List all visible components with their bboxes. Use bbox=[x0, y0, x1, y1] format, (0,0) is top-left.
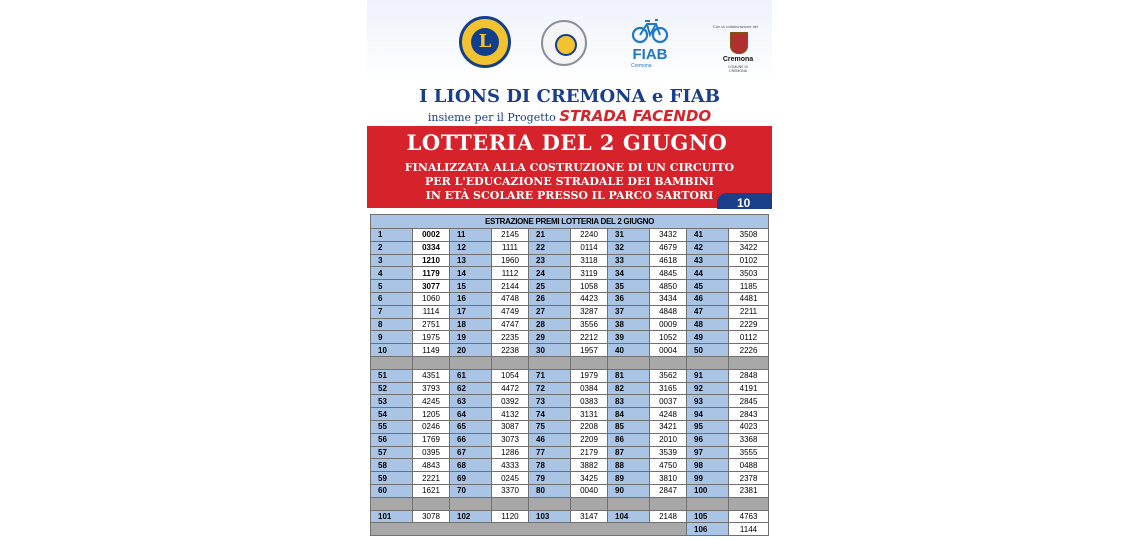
separator-cell bbox=[687, 497, 729, 510]
fiab-wordmark: FIAB bbox=[632, 46, 668, 63]
ticket-number: 1120 bbox=[492, 510, 529, 523]
ticket-number: 2843 bbox=[729, 408, 769, 421]
separator-cell bbox=[492, 356, 529, 369]
ticket-number: 3073 bbox=[492, 433, 529, 446]
ticket-number: 3421 bbox=[650, 420, 687, 433]
prize-number: 19 bbox=[450, 331, 492, 344]
ticket-number: 0383 bbox=[571, 395, 608, 408]
district-logo-emblem bbox=[555, 34, 577, 56]
ticket-number: 0384 bbox=[571, 382, 608, 395]
prize-number: 2 bbox=[371, 241, 413, 254]
lions-international-logo bbox=[459, 16, 511, 68]
prize-number: 105 bbox=[687, 510, 729, 523]
prize-number: 59 bbox=[371, 472, 413, 485]
prize-number: 24 bbox=[529, 267, 571, 280]
prize-number: 28 bbox=[529, 318, 571, 331]
prize-number: 78 bbox=[529, 459, 571, 472]
prize-number: 72 bbox=[529, 382, 571, 395]
ticket-number: 1111 bbox=[492, 241, 529, 254]
table-row bbox=[371, 229, 769, 242]
prize-number: 25 bbox=[529, 280, 571, 293]
ticket-number: 4618 bbox=[650, 254, 687, 267]
prize-number: 47 bbox=[687, 305, 729, 318]
ticket-number: 0392 bbox=[492, 395, 529, 408]
prize-number: 86 bbox=[608, 433, 650, 446]
prize-number: 88 bbox=[608, 459, 650, 472]
separator-cell bbox=[729, 497, 769, 510]
prize-number: 66 bbox=[450, 433, 492, 446]
prize-number: 9 bbox=[371, 331, 413, 344]
prize-number: 41 bbox=[687, 229, 729, 242]
separator-cell bbox=[650, 356, 687, 369]
ticket-number: 3165 bbox=[650, 382, 687, 395]
prize-number: 64 bbox=[450, 408, 492, 421]
prize-number: 63 bbox=[450, 395, 492, 408]
prize-number: 106 bbox=[687, 523, 729, 536]
prize-number: 57 bbox=[371, 446, 413, 459]
ticket-number: 2229 bbox=[729, 318, 769, 331]
lions-logo-letter: L bbox=[471, 28, 499, 56]
ticket-number: 2235 bbox=[492, 331, 529, 344]
cremona-name: Cremona bbox=[722, 56, 754, 63]
prize-number: 90 bbox=[608, 484, 650, 497]
prize-number: 30 bbox=[529, 344, 571, 357]
prize-number: 62 bbox=[450, 382, 492, 395]
prize-number: 68 bbox=[450, 459, 492, 472]
collaboration-note: Con la collaborazione del bbox=[713, 24, 758, 29]
ticket-number: 2144 bbox=[492, 280, 529, 293]
ticket-number: 4333 bbox=[492, 459, 529, 472]
table-row bbox=[371, 267, 769, 280]
fiab-subtext: Cremona bbox=[631, 63, 652, 69]
table-row bbox=[371, 382, 769, 395]
prize-number: 85 bbox=[608, 420, 650, 433]
poster-headline: I LIONS DI CREMONA e FIAB bbox=[419, 86, 720, 107]
lions-district-logo bbox=[541, 20, 587, 66]
ticket-number: 2240 bbox=[571, 229, 608, 242]
ticket-number: 2148 bbox=[650, 510, 687, 523]
separator-cell bbox=[608, 497, 650, 510]
ticket-number: 3562 bbox=[650, 369, 687, 382]
ticket-number: 2211 bbox=[729, 305, 769, 318]
prize-number: 54 bbox=[371, 408, 413, 421]
prize-draw-table bbox=[370, 214, 769, 536]
ticket-number: 4763 bbox=[729, 510, 769, 523]
prize-number: 10 bbox=[371, 344, 413, 357]
ticket-number: 1058 bbox=[571, 280, 608, 293]
prize-number: 100 bbox=[687, 484, 729, 497]
ticket-number: 2221 bbox=[413, 472, 450, 485]
ticket-number: 0334 bbox=[413, 241, 450, 254]
ticket-number: 3119 bbox=[571, 267, 608, 280]
ticket-number: 1210 bbox=[413, 254, 450, 267]
prize-number: 101 bbox=[371, 510, 413, 523]
ticket-number: 2751 bbox=[413, 318, 450, 331]
table-row bbox=[371, 280, 769, 293]
ticket-number: 2848 bbox=[729, 369, 769, 382]
table-row bbox=[371, 446, 769, 459]
ticket-number: 1960 bbox=[492, 254, 529, 267]
prize-number: 26 bbox=[529, 292, 571, 305]
prize-number: 14 bbox=[450, 267, 492, 280]
ticket-number: 2145 bbox=[492, 229, 529, 242]
prize-number: 69 bbox=[450, 472, 492, 485]
prize-number: 61 bbox=[450, 369, 492, 382]
ticket-number: 1286 bbox=[492, 446, 529, 459]
ticket-number: 3118 bbox=[571, 254, 608, 267]
ticket-number: 4132 bbox=[492, 408, 529, 421]
prize-number: 13 bbox=[450, 254, 492, 267]
banner-title: LOTTERIA DEL 2 GIUGNO bbox=[406, 130, 728, 155]
prize-number: 81 bbox=[608, 369, 650, 382]
ticket-number: 1060 bbox=[413, 292, 450, 305]
prize-number: 48 bbox=[687, 318, 729, 331]
ticket-number: 2845 bbox=[729, 395, 769, 408]
prize-number: 15 bbox=[450, 280, 492, 293]
prize-number: 32 bbox=[608, 241, 650, 254]
prize-number: 20 bbox=[450, 344, 492, 357]
table-row bbox=[371, 510, 769, 523]
ticket-number: 4845 bbox=[650, 267, 687, 280]
prize-number: 55 bbox=[371, 420, 413, 433]
table-row bbox=[371, 523, 769, 536]
prize-number: 35 bbox=[608, 280, 650, 293]
table-row bbox=[371, 254, 769, 267]
prize-number: 8 bbox=[371, 318, 413, 331]
lottery-banner bbox=[367, 126, 772, 208]
ticket-number: 4750 bbox=[650, 459, 687, 472]
ticket-number: 1114 bbox=[413, 305, 450, 318]
ticket-number: 1052 bbox=[650, 331, 687, 344]
prize-number: 45 bbox=[687, 280, 729, 293]
prize-number: 52 bbox=[371, 382, 413, 395]
prize-number: 12 bbox=[450, 241, 492, 254]
prize-number: 51 bbox=[371, 369, 413, 382]
separator-row bbox=[371, 497, 769, 510]
ticket-number: 4848 bbox=[650, 305, 687, 318]
separator-cell bbox=[650, 497, 687, 510]
prize-number: 95 bbox=[687, 420, 729, 433]
separator-cell bbox=[729, 356, 769, 369]
prize-number: 71 bbox=[529, 369, 571, 382]
separator-cell bbox=[608, 356, 650, 369]
ticket-number: 1185 bbox=[729, 280, 769, 293]
prize-number: 7 bbox=[371, 305, 413, 318]
prize-number: 31 bbox=[608, 229, 650, 242]
prize-number: 67 bbox=[450, 446, 492, 459]
ticket-number: 4748 bbox=[492, 292, 529, 305]
ticket-number: 2381 bbox=[729, 484, 769, 497]
ticket-number: 3882 bbox=[571, 459, 608, 472]
corner-badge bbox=[717, 193, 772, 209]
ticket-number: 3077 bbox=[413, 280, 450, 293]
separator-cell bbox=[450, 497, 492, 510]
ticket-number: 3555 bbox=[729, 446, 769, 459]
prize-number: 84 bbox=[608, 408, 650, 421]
prize-number: 60 bbox=[371, 484, 413, 497]
ticket-number: 4023 bbox=[729, 420, 769, 433]
ticket-number: 4245 bbox=[413, 395, 450, 408]
prize-number: 103 bbox=[529, 510, 571, 523]
ticket-number: 3508 bbox=[729, 229, 769, 242]
ticket-number: 1149 bbox=[413, 344, 450, 357]
ticket-number: 4472 bbox=[492, 382, 529, 395]
ticket-number: 2179 bbox=[571, 446, 608, 459]
ticket-number: 1112 bbox=[492, 267, 529, 280]
table-row bbox=[371, 369, 769, 382]
ticket-number: 4850 bbox=[650, 280, 687, 293]
prize-number: 17 bbox=[450, 305, 492, 318]
bicycle-icon bbox=[631, 16, 669, 46]
table-title: ESTRAZIONE PREMI LOTTERIA DEL 2 GIUGNO bbox=[371, 215, 769, 229]
subline-prefix: insieme per il Progetto bbox=[427, 111, 560, 124]
prize-number: 43 bbox=[687, 254, 729, 267]
ticket-number: 1144 bbox=[729, 523, 769, 536]
ticket-number: 0009 bbox=[650, 318, 687, 331]
banner-line-2: PER L'EDUCAZIONE STRADALE DEI BAMBINI bbox=[425, 175, 714, 188]
prize-number: 49 bbox=[687, 331, 729, 344]
ticket-number: 3793 bbox=[413, 382, 450, 395]
prize-number: 96 bbox=[687, 433, 729, 446]
separator-cell bbox=[371, 497, 413, 510]
fiab-logo bbox=[629, 16, 671, 72]
table-row bbox=[371, 459, 769, 472]
ticket-number: 3078 bbox=[413, 510, 450, 523]
ticket-number: 1179 bbox=[413, 267, 450, 280]
ticket-number: 3368 bbox=[729, 433, 769, 446]
prize-number: 83 bbox=[608, 395, 650, 408]
prize-number: 75 bbox=[529, 420, 571, 433]
lottery-poster bbox=[367, 0, 772, 540]
ticket-number: 0395 bbox=[413, 446, 450, 459]
ticket-number: 3503 bbox=[729, 267, 769, 280]
prize-number: 42 bbox=[687, 241, 729, 254]
prize-number: 40 bbox=[608, 344, 650, 357]
prize-number: 3 bbox=[371, 254, 413, 267]
ticket-number: 2226 bbox=[729, 344, 769, 357]
table-row bbox=[371, 420, 769, 433]
ticket-number: 2378 bbox=[729, 472, 769, 485]
prize-number: 11 bbox=[450, 229, 492, 242]
prize-number: 1 bbox=[371, 229, 413, 242]
prize-number: 4 bbox=[371, 267, 413, 280]
prize-number: 102 bbox=[450, 510, 492, 523]
ticket-number: 2208 bbox=[571, 420, 608, 433]
banner-line-3: IN ETÀ SCOLARE PRESSO IL PARCO SARTORI bbox=[425, 189, 714, 202]
separator-cell bbox=[571, 356, 608, 369]
ticket-number: 1957 bbox=[571, 344, 608, 357]
ticket-number: 4351 bbox=[413, 369, 450, 382]
ticket-number: 2212 bbox=[571, 331, 608, 344]
ticket-number: 4843 bbox=[413, 459, 450, 472]
ticket-number: 4679 bbox=[650, 241, 687, 254]
prize-number: 73 bbox=[529, 395, 571, 408]
prize-number: 58 bbox=[371, 459, 413, 472]
prize-number: 18 bbox=[450, 318, 492, 331]
table-row bbox=[371, 305, 769, 318]
prize-number: 34 bbox=[608, 267, 650, 280]
table-row bbox=[371, 395, 769, 408]
prize-number: 33 bbox=[608, 254, 650, 267]
separator-cell bbox=[529, 356, 571, 369]
prize-number: 23 bbox=[529, 254, 571, 267]
ticket-number: 4749 bbox=[492, 305, 529, 318]
ticket-number: 3556 bbox=[571, 318, 608, 331]
prize-number: 65 bbox=[450, 420, 492, 433]
prize-number: 99 bbox=[687, 472, 729, 485]
separator-cell bbox=[413, 497, 450, 510]
cremona-subtext: COMUNE DI CREMONA bbox=[727, 65, 749, 73]
separator-cell bbox=[413, 356, 450, 369]
ticket-number: 4248 bbox=[650, 408, 687, 421]
ticket-number: 0114 bbox=[571, 241, 608, 254]
prize-number: 44 bbox=[687, 267, 729, 280]
prize-number: 74 bbox=[529, 408, 571, 421]
table-row bbox=[371, 472, 769, 485]
prize-number: 70 bbox=[450, 484, 492, 497]
separator-cell bbox=[450, 356, 492, 369]
prize-number: 39 bbox=[608, 331, 650, 344]
ticket-number: 3539 bbox=[650, 446, 687, 459]
ticket-number: 4481 bbox=[729, 292, 769, 305]
ticket-number: 3810 bbox=[650, 472, 687, 485]
prize-number: 80 bbox=[529, 484, 571, 497]
table-row bbox=[371, 318, 769, 331]
ticket-number: 3087 bbox=[492, 420, 529, 433]
prize-number: 82 bbox=[608, 382, 650, 395]
ticket-number: 0002 bbox=[413, 229, 450, 242]
prize-number: 91 bbox=[687, 369, 729, 382]
table-row bbox=[371, 331, 769, 344]
prize-number: 53 bbox=[371, 395, 413, 408]
prize-number: 22 bbox=[529, 241, 571, 254]
ticket-number: 1979 bbox=[571, 369, 608, 382]
logo-strip bbox=[367, 0, 772, 82]
ticket-number: 1621 bbox=[413, 484, 450, 497]
prize-number: 77 bbox=[529, 446, 571, 459]
ticket-number: 0245 bbox=[492, 472, 529, 485]
ticket-number: 0246 bbox=[413, 420, 450, 433]
ticket-number: 0488 bbox=[729, 459, 769, 472]
ticket-number: 0004 bbox=[650, 344, 687, 357]
prize-number: 46 bbox=[687, 292, 729, 305]
prize-number: 94 bbox=[687, 408, 729, 421]
prize-number: 97 bbox=[687, 446, 729, 459]
prize-number: 104 bbox=[608, 510, 650, 523]
ticket-number: 1205 bbox=[413, 408, 450, 421]
ticket-number: 3147 bbox=[571, 510, 608, 523]
ticket-number: 0112 bbox=[729, 331, 769, 344]
ticket-number: 0040 bbox=[571, 484, 608, 497]
ticket-number: 4423 bbox=[571, 292, 608, 305]
table-row bbox=[371, 408, 769, 421]
table-row bbox=[371, 241, 769, 254]
prize-number: 16 bbox=[450, 292, 492, 305]
ticket-number: 3425 bbox=[571, 472, 608, 485]
ticket-number: 3131 bbox=[571, 408, 608, 421]
ticket-number: 1769 bbox=[413, 433, 450, 446]
prize-number: 87 bbox=[608, 446, 650, 459]
cremona-shield-icon bbox=[730, 32, 748, 54]
table-row bbox=[371, 292, 769, 305]
prize-number: 79 bbox=[529, 472, 571, 485]
ticket-number: 2209 bbox=[571, 433, 608, 446]
ticket-number: 4191 bbox=[729, 382, 769, 395]
prize-number: 38 bbox=[608, 318, 650, 331]
ticket-number: 4747 bbox=[492, 318, 529, 331]
ticket-number: 3434 bbox=[650, 292, 687, 305]
ticket-number: 2010 bbox=[650, 433, 687, 446]
banner-line-1: FINALIZZATA ALLA COSTRUZIONE DI UN CIRCUITO bbox=[404, 161, 735, 174]
prize-number: 6 bbox=[371, 292, 413, 305]
ticket-number: 2847 bbox=[650, 484, 687, 497]
prize-number: 29 bbox=[529, 331, 571, 344]
project-name: STRADA FACENDO bbox=[559, 107, 712, 125]
separator-row bbox=[371, 356, 769, 369]
prize-number: 36 bbox=[608, 292, 650, 305]
prize-number: 56 bbox=[371, 433, 413, 446]
separator-cell bbox=[571, 497, 608, 510]
separator-cell bbox=[492, 497, 529, 510]
ticket-number: 0037 bbox=[650, 395, 687, 408]
table-row bbox=[371, 484, 769, 497]
prize-number: 50 bbox=[687, 344, 729, 357]
ticket-number: 1054 bbox=[492, 369, 529, 382]
prize-number: 93 bbox=[687, 395, 729, 408]
prize-number: 21 bbox=[529, 229, 571, 242]
ticket-number: 1975 bbox=[413, 331, 450, 344]
separator-cell bbox=[687, 356, 729, 369]
prize-number: 37 bbox=[608, 305, 650, 318]
table-row bbox=[371, 344, 769, 357]
prize-number: 5 bbox=[371, 280, 413, 293]
prize-number: 46 bbox=[529, 433, 571, 446]
ticket-number: 3370 bbox=[492, 484, 529, 497]
ticket-number: 3287 bbox=[571, 305, 608, 318]
prize-number: 98 bbox=[687, 459, 729, 472]
table-row bbox=[371, 433, 769, 446]
ticket-number: 2238 bbox=[492, 344, 529, 357]
separator-cell bbox=[371, 356, 413, 369]
separator-cell bbox=[371, 523, 687, 536]
poster-subline bbox=[367, 107, 772, 126]
ticket-number: 3422 bbox=[729, 241, 769, 254]
prize-number: 92 bbox=[687, 382, 729, 395]
prize-number: 27 bbox=[529, 305, 571, 318]
ticket-number: 3432 bbox=[650, 229, 687, 242]
separator-cell bbox=[529, 497, 571, 510]
comune-di-cremona-logo bbox=[713, 24, 758, 73]
ticket-number: 0102 bbox=[729, 254, 769, 267]
prize-number: 89 bbox=[608, 472, 650, 485]
corner-badge-text: 10 bbox=[737, 196, 751, 210]
